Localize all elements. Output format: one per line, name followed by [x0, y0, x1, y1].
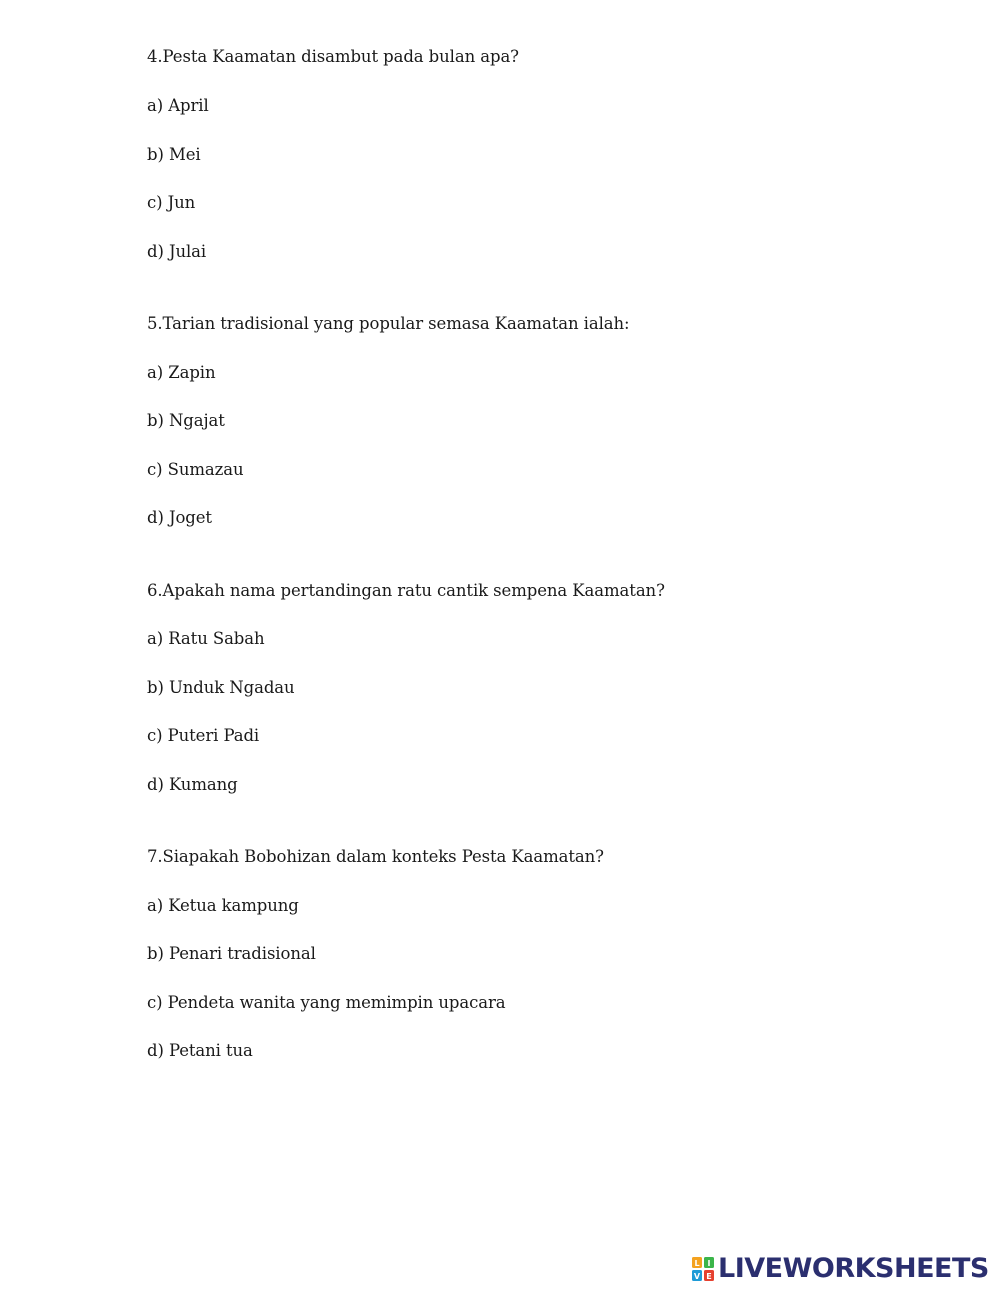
svg-text:L: L: [694, 1259, 700, 1268]
question-7-option-c: c) Pendeta wanita yang memimpin upacara: [147, 993, 506, 1012]
liveworksheets-logo-icon: [692, 1257, 714, 1281]
question-5-option-d: d) Joget: [147, 508, 212, 527]
question-6-option-b: b) Unduk Ngadau: [147, 678, 295, 697]
svg-text:I: I: [707, 1259, 711, 1268]
liveworksheets-logo-text: LIVEWORKSHEETS: [718, 1253, 989, 1284]
question-6-option-c: c) Puteri Padi: [147, 726, 260, 745]
liveworksheets-logo: [692, 1254, 989, 1284]
question-7-option-b: b) Penari tradisional: [147, 944, 316, 963]
question-5-option-b: b) Ngajat: [147, 411, 225, 430]
question-6-option-d: d) Kumang: [147, 775, 238, 794]
question-5-option-c: c) Sumazau: [147, 460, 244, 479]
question-4-option-a: a) April: [147, 96, 209, 115]
question-4-option-c: c) Jun: [147, 193, 196, 212]
question-7: 7.Siapakah Bobohizan dalam konteks Pesta Kaamatan?: [147, 847, 604, 866]
question-4-option-d: d) Julai: [147, 242, 207, 261]
question-7-option-d: d) Petani tua: [147, 1041, 253, 1060]
svg-text:E: E: [706, 1272, 712, 1281]
question-6-option-a: a) Ratu Sabah: [147, 629, 265, 648]
question-5: 5.Tarian tradisional yang popular semasa Kaamatan ialah:: [147, 314, 630, 333]
question-5-option-a: a) Zapin: [147, 363, 216, 382]
question-7-option-a: a) Ketua kampung: [147, 896, 299, 915]
question-4-option-b: b) Mei: [147, 145, 201, 164]
question-6: 6.Apakah nama pertandingan ratu cantik sempena Kaamatan?: [147, 581, 665, 600]
question-4: 4.Pesta Kaamatan disambut pada bulan apa?: [147, 47, 519, 66]
svg-text:V: V: [693, 1272, 701, 1281]
